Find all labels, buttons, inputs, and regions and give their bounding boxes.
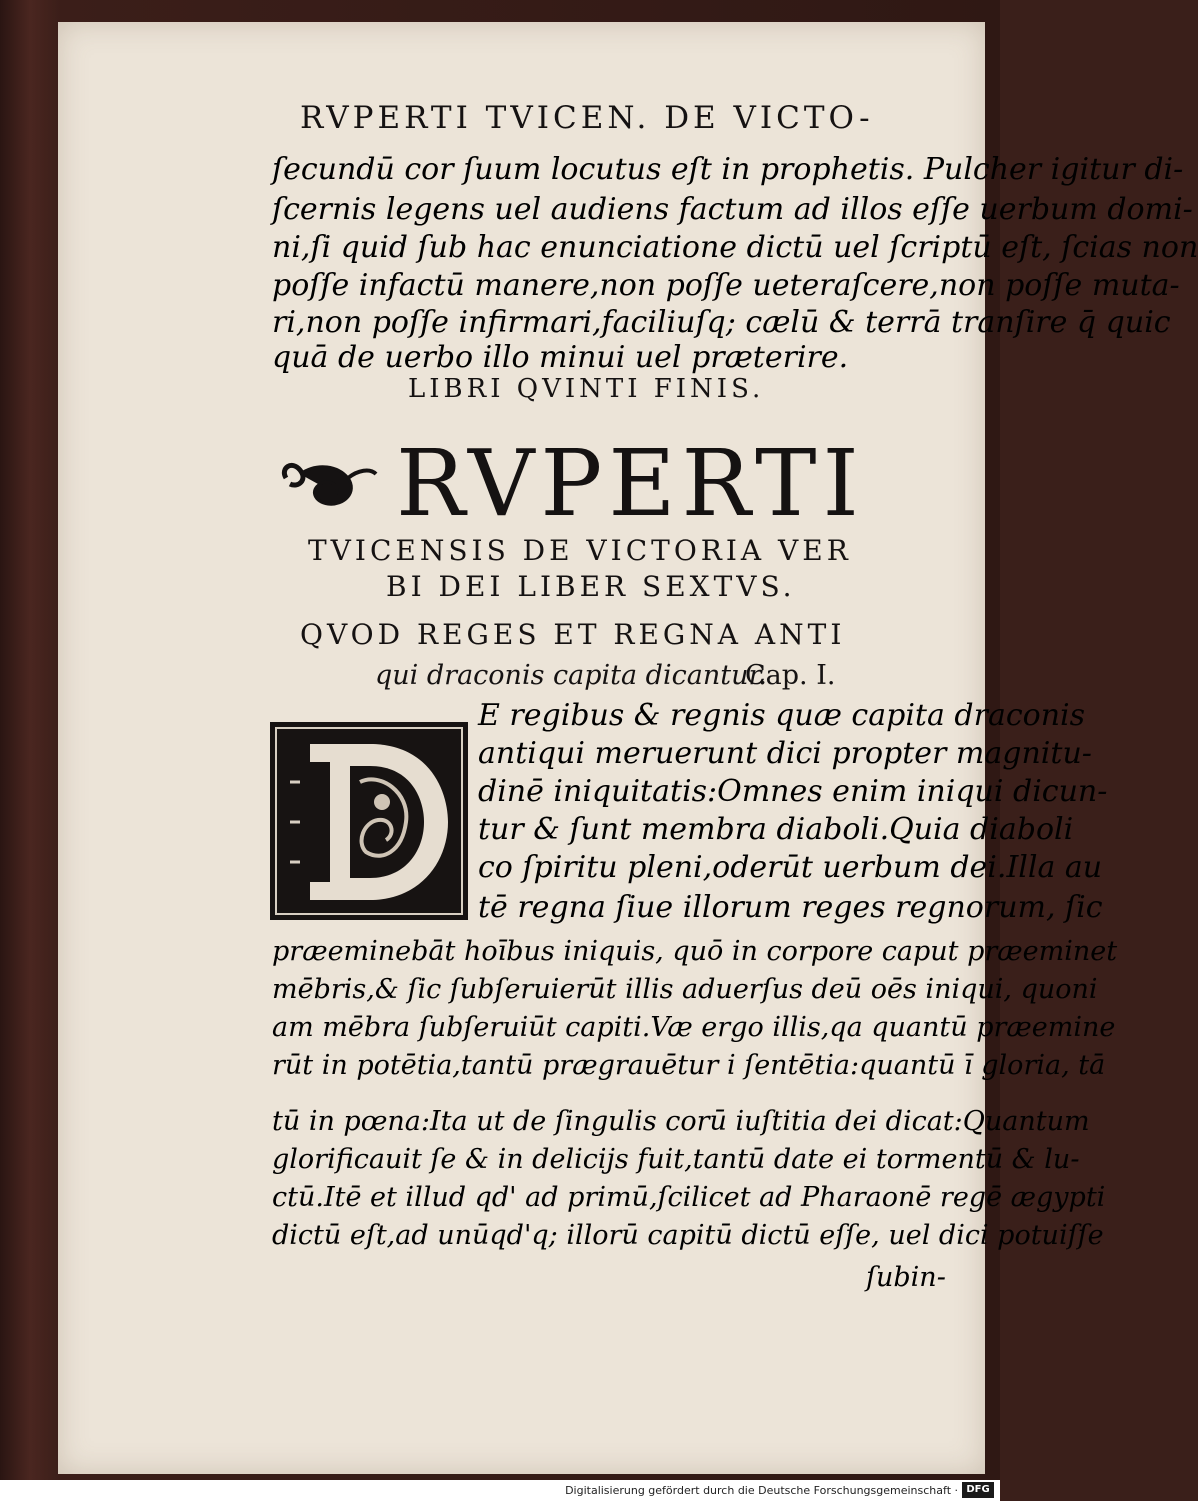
- woodcut-initial-icon: [270, 722, 468, 920]
- text-line: tē regna ſiue illorum reges regnorum, ſic: [478, 890, 1103, 925]
- text-line: præeminebāt hoībus iniquis, quō in corpore caput præeminet: [272, 936, 1118, 967]
- text-line: ri,non poſſe infirmari,faciliuſq; cælū & terrā tranſire q̄ quic: [272, 305, 1171, 340]
- text-line: dictū eſt,ad unūqd'q; illorū capitū dictū eſſe, uel dici potuiſſe: [272, 1220, 1104, 1251]
- text-line: dinē iniquitatis:Omnes enim iniqui dicun-: [478, 774, 1108, 809]
- funding-notice: Digitalisierung gefördert durch die Deutsche Forschungsgemeinschaft ·: [565, 1484, 958, 1497]
- text-line: rūt in potētia,tantū prægrauētur i ſentētia:quantū ī gloria, tā: [272, 1050, 1106, 1081]
- text-line: mēbris,& ſic ſubſeruierūt illis aduerſus deū oēs iniqui, quoni: [272, 974, 1098, 1005]
- text-line: antiqui meruerunt dici propter magnitu-: [478, 736, 1092, 771]
- text-line: ni,ſi quid ſub hac enunciatione dictū uel ſcriptū eſt, ſcias non: [272, 230, 1198, 265]
- text-line: ſcernis legens uel audiens factum ad illos eſſe uerbum domi-: [272, 192, 1193, 227]
- book-subtitle-line: TVICENSIS DE VICTORIA VER: [308, 534, 852, 567]
- text-line: am mēbra ſubſeruiūt capiti.Væ ergo illis,qa quantū præemine: [272, 1012, 1116, 1043]
- text-line: tur & ſunt membra diaboli.Quia diaboli: [478, 812, 1074, 847]
- chapter-title: QVOD REGES ET REGNA ANTI: [300, 618, 846, 651]
- catchword: ſubin-: [866, 1262, 946, 1293]
- book-title: RVPERTI: [396, 430, 865, 537]
- decorated-initial-d-icon: [270, 722, 468, 920]
- chapter-subtitle: qui draconis capita dicantur.: [375, 660, 767, 691]
- book-subtitle-line: BI DEI LIBER SEXTVS.: [386, 570, 796, 603]
- fleuron-ornament-icon: [278, 448, 378, 518]
- text-line: ſecundū cor ſuum locutus eſt in prophetis. Pulcher igitur di-: [272, 152, 1184, 187]
- text-line: ctū.Itē et illud qd' ad primū,ſcilicet ad Pharaonē regē ægypti: [272, 1182, 1106, 1213]
- running-head: RVPERTI TVICEN. DE VICTO-: [300, 100, 874, 136]
- chapter-number: Cap. I.: [745, 660, 836, 691]
- text-line: co ſpiritu pleni,oderūt uerbum dei.Illa au: [478, 850, 1103, 885]
- text-line: poſſe infactū manere,non poſſe ueteraſcere,non poſſe muta-: [272, 268, 1180, 303]
- text-line: quā de uerbo illo minui uel præterire.: [272, 340, 849, 375]
- text-line: tū in pœna:Ita ut de ſingulis corū iuſtitia dei dicat:Quantum: [272, 1106, 1090, 1137]
- text-line: glorificauit ſe & in delicijs fuit,tantū date ei tormentū & lu-: [272, 1144, 1080, 1175]
- book-finis: LIBRI QVINTI FINIS.: [408, 374, 765, 404]
- text-line: E regibus & regnis quæ capita draconis: [478, 698, 1086, 733]
- dfg-logo-icon: DFG: [962, 1482, 994, 1498]
